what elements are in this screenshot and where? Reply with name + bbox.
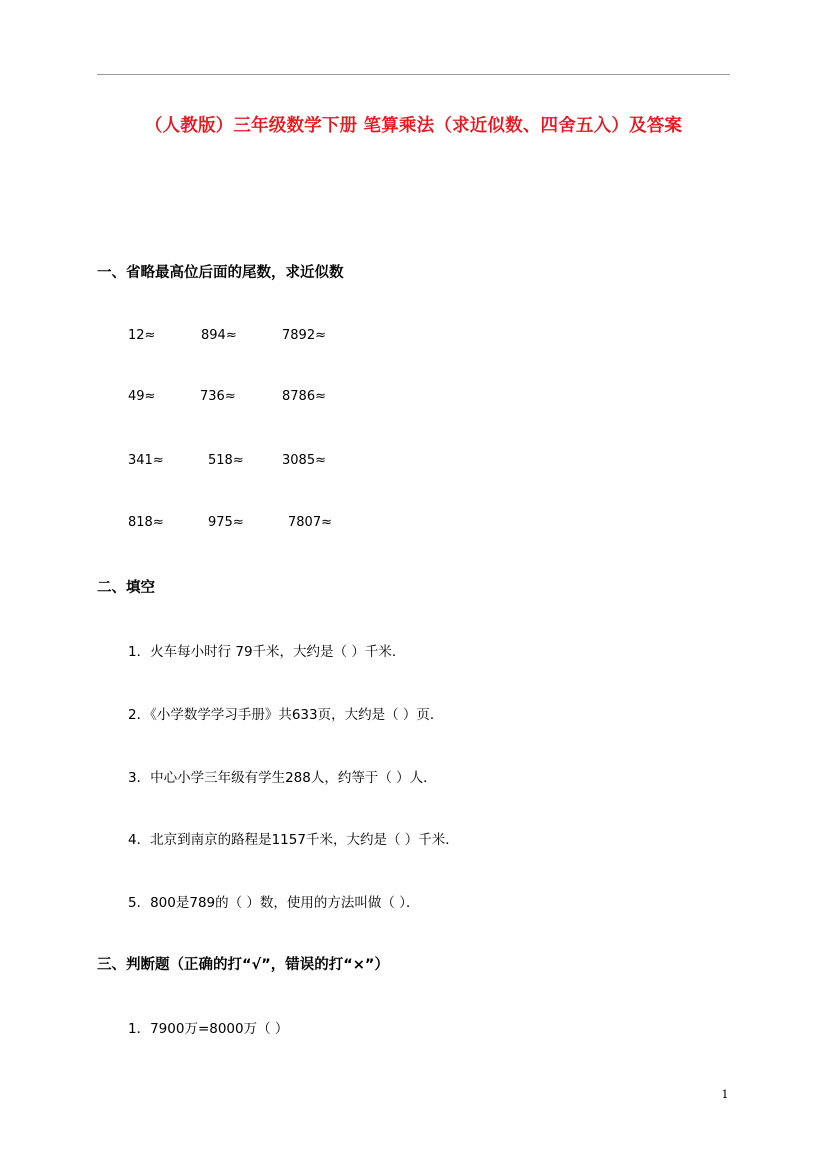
fill-blank-item: 2．《小学数学学习手册》共633页，大约是（ ）页． (128, 707, 444, 723)
approx-item: 12≈ (128, 328, 156, 343)
page-number: 1 (721, 1088, 729, 1101)
fill-blank-item: 3．中心小学三年级有学生288人，约等于（ ）人． (128, 770, 437, 786)
document-title: （人教版）三年级数学下册 笔算乘法（求近似数、四舍五入）及答案 (144, 116, 683, 136)
approx-item: 518≈ (208, 453, 244, 468)
approx-item: 3085≈ (282, 453, 326, 468)
approx-item: 49≈ (128, 389, 156, 404)
approx-item: 894≈ (201, 328, 237, 343)
section-heading-1: 一、省略最高位后面的尾数，求近似数 (97, 265, 344, 281)
section-heading-3: 三、判断题（正确的打“√”，错误的打“×”） (97, 957, 389, 973)
approx-item: 975≈ (208, 515, 244, 530)
header-rule (97, 74, 730, 75)
approx-item: 8786≈ (282, 389, 326, 404)
approx-item: 7807≈ (288, 515, 332, 530)
approx-item: 7892≈ (282, 328, 326, 343)
section-heading-2: 二、填空 (97, 580, 155, 596)
fill-blank-item: 4．北京到南京的路程是1157千米，大约是（ ）千米． (128, 832, 459, 848)
fill-blank-item: 1．火车每小时行 79千米，大约是（ ）千米． (128, 644, 406, 660)
approx-item: 818≈ (128, 515, 164, 530)
approx-item: 341≈ (128, 453, 164, 468)
approx-item: 736≈ (200, 389, 236, 404)
true-false-item: 1．7900万=8000万（ ） (128, 1021, 289, 1037)
fill-blank-item: 5．800是789的（ ）数，使用的方法叫做（ ）． (128, 895, 420, 911)
